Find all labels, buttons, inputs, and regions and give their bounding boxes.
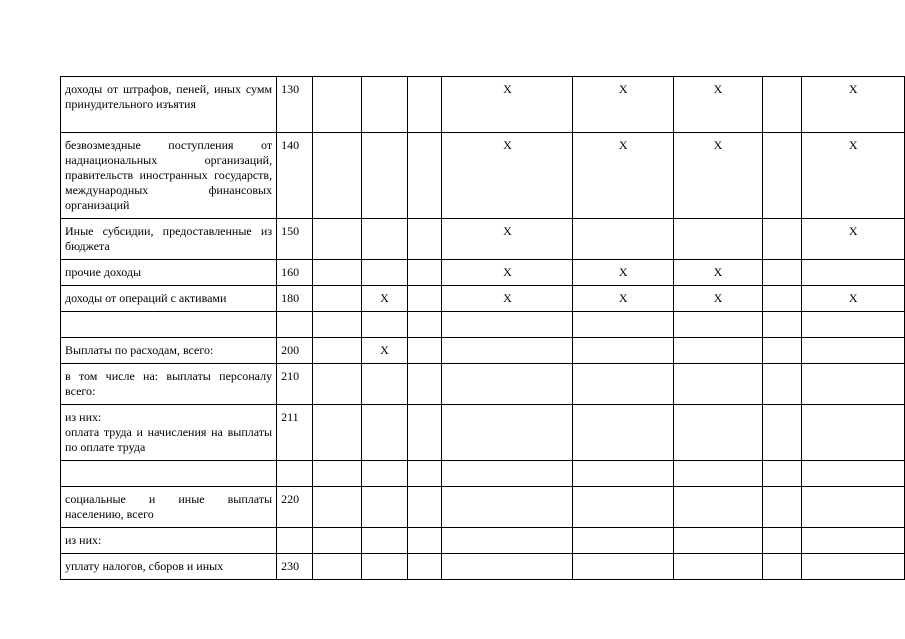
row-name-cell xyxy=(61,461,277,487)
value-cell-col-7 xyxy=(762,260,801,286)
value-cell-col-1 xyxy=(312,405,361,461)
table-row xyxy=(61,364,905,405)
value-cell-col-4: X xyxy=(442,286,573,312)
row-name-cell xyxy=(61,219,277,260)
row-name-cell xyxy=(61,405,277,461)
value-cell-col-3 xyxy=(407,364,442,405)
row-code-cell: 150 xyxy=(277,219,313,260)
value-cell-col-6: X xyxy=(674,77,763,133)
value-cell-col-8: X xyxy=(802,286,905,312)
row-name-cell xyxy=(61,554,277,580)
value-cell-col-7 xyxy=(762,286,801,312)
row-name-line: Выплаты по расходам, всего: xyxy=(65,343,214,357)
value-cell-col-4 xyxy=(442,364,573,405)
row-code-cell xyxy=(277,461,313,487)
row-name-line: оплата труда и начисления на выплаты по оплате труда xyxy=(65,425,273,454)
row-name-line: из них: xyxy=(65,533,102,547)
value-cell-col-8 xyxy=(802,528,905,554)
row-name-line: в том числе на: выплаты персоналу всего: xyxy=(65,369,273,398)
row-code-cell: 140 xyxy=(277,133,313,219)
value-cell-col-3 xyxy=(407,133,442,219)
value-cell-col-3 xyxy=(407,312,442,338)
value-cell-col-7 xyxy=(762,528,801,554)
table-row xyxy=(61,405,905,461)
value-cell-col-4 xyxy=(442,528,573,554)
value-cell-col-6 xyxy=(674,219,763,260)
table-row xyxy=(61,554,905,580)
value-cell-col-4: X xyxy=(442,77,573,133)
value-cell-col-2 xyxy=(362,312,408,338)
value-cell-col-7 xyxy=(762,77,801,133)
table-row xyxy=(61,461,905,487)
value-cell-col-7 xyxy=(762,461,801,487)
value-cell-col-1 xyxy=(312,312,361,338)
value-cell-col-7 xyxy=(762,487,801,528)
row-name-line: доходы от штрафов, пеней, иных сумм принудительного изъятия xyxy=(65,82,273,111)
row-name-cell xyxy=(61,487,277,528)
value-cell-col-3 xyxy=(407,219,442,260)
value-cell-col-2 xyxy=(362,461,408,487)
value-cell-col-4 xyxy=(442,554,573,580)
value-cell-col-8 xyxy=(802,312,905,338)
row-code-cell xyxy=(277,528,313,554)
table-body xyxy=(61,77,905,580)
value-cell-col-1 xyxy=(312,133,361,219)
value-cell-col-6: X xyxy=(674,260,763,286)
value-cell-col-3 xyxy=(407,338,442,364)
value-cell-col-5 xyxy=(573,487,674,528)
value-cell-col-2 xyxy=(362,554,408,580)
value-cell-col-8 xyxy=(802,364,905,405)
value-cell-col-2 xyxy=(362,364,408,405)
value-cell-col-7 xyxy=(762,133,801,219)
value-cell-col-5: X xyxy=(573,133,674,219)
value-cell-col-2 xyxy=(362,77,408,133)
table-row xyxy=(61,133,905,219)
row-code-cell xyxy=(277,312,313,338)
value-cell-col-7 xyxy=(762,219,801,260)
row-name-line: безвозмездные поступления от наднациональных организаций, правительств иностранных государств, международных финансовых организаций xyxy=(65,138,273,212)
value-cell-col-5 xyxy=(573,364,674,405)
row-code-cell: 211 xyxy=(277,405,313,461)
value-cell-col-3 xyxy=(407,260,442,286)
value-cell-col-8 xyxy=(802,487,905,528)
table-row xyxy=(61,528,905,554)
value-cell-col-6 xyxy=(674,528,763,554)
row-name-line: Иные субсидии, предоставленные из бюджета xyxy=(65,224,273,253)
value-cell-col-6 xyxy=(674,487,763,528)
row-code-cell: 210 xyxy=(277,364,313,405)
row-code-cell: 230 xyxy=(277,554,313,580)
row-name-line: доходы от операций с активами xyxy=(65,291,227,305)
value-cell-col-8 xyxy=(802,405,905,461)
table-row xyxy=(61,260,905,286)
value-cell-col-3 xyxy=(407,286,442,312)
value-cell-col-4 xyxy=(442,487,573,528)
value-cell-col-1 xyxy=(312,286,361,312)
value-cell-col-3 xyxy=(407,77,442,133)
value-cell-col-6 xyxy=(674,312,763,338)
value-cell-col-2 xyxy=(362,528,408,554)
row-code-cell: 220 xyxy=(277,487,313,528)
value-cell-col-1 xyxy=(312,219,361,260)
value-cell-col-3 xyxy=(407,487,442,528)
value-cell-col-4 xyxy=(442,312,573,338)
value-cell-col-1 xyxy=(312,554,361,580)
value-cell-col-1 xyxy=(312,260,361,286)
value-cell-col-5: X xyxy=(573,77,674,133)
row-code-cell: 160 xyxy=(277,260,313,286)
value-cell-col-8: X xyxy=(802,219,905,260)
value-cell-col-1 xyxy=(312,461,361,487)
row-code-cell: 200 xyxy=(277,338,313,364)
table-row xyxy=(61,487,905,528)
row-code-cell: 180 xyxy=(277,286,313,312)
row-name-cell xyxy=(61,286,277,312)
value-cell-col-6 xyxy=(674,364,763,405)
table-row xyxy=(61,219,905,260)
value-cell-col-6 xyxy=(674,461,763,487)
value-cell-col-1 xyxy=(312,364,361,405)
value-cell-col-7 xyxy=(762,405,801,461)
row-name-cell xyxy=(61,312,277,338)
value-cell-col-2 xyxy=(362,405,408,461)
row-name-line: социальные и иные выплаты населению, всего xyxy=(65,492,273,521)
value-cell-col-5 xyxy=(573,528,674,554)
table-row xyxy=(61,338,905,364)
value-cell-col-6 xyxy=(674,338,763,364)
table-row xyxy=(61,77,905,133)
row-name-cell xyxy=(61,77,277,133)
value-cell-col-5 xyxy=(573,461,674,487)
row-name-cell xyxy=(61,260,277,286)
value-cell-col-1 xyxy=(312,77,361,133)
value-cell-col-8 xyxy=(802,338,905,364)
value-cell-col-3 xyxy=(407,528,442,554)
value-cell-col-5 xyxy=(573,312,674,338)
value-cell-col-3 xyxy=(407,405,442,461)
value-cell-col-1 xyxy=(312,528,361,554)
value-cell-col-1 xyxy=(312,338,361,364)
value-cell-col-5 xyxy=(573,219,674,260)
value-cell-col-4: X xyxy=(442,133,573,219)
value-cell-col-7 xyxy=(762,364,801,405)
value-cell-col-4 xyxy=(442,461,573,487)
row-name-line: из них: xyxy=(65,410,102,424)
value-cell-col-7 xyxy=(762,312,801,338)
value-cell-col-2 xyxy=(362,260,408,286)
value-cell-col-8 xyxy=(802,260,905,286)
row-name-line: уплату налогов, сборов и иных xyxy=(65,559,224,573)
row-name-cell xyxy=(61,364,277,405)
value-cell-col-8: X xyxy=(802,133,905,219)
value-cell-col-8 xyxy=(802,554,905,580)
value-cell-col-5 xyxy=(573,405,674,461)
value-cell-col-5 xyxy=(573,554,674,580)
row-name-cell xyxy=(61,528,277,554)
value-cell-col-2: X xyxy=(362,338,408,364)
value-cell-col-2: X xyxy=(362,286,408,312)
value-cell-col-3 xyxy=(407,461,442,487)
value-cell-col-3 xyxy=(407,554,442,580)
value-cell-col-8: X xyxy=(802,77,905,133)
value-cell-col-5 xyxy=(573,338,674,364)
value-cell-col-2 xyxy=(362,219,408,260)
value-cell-col-4: X xyxy=(442,219,573,260)
value-cell-col-8 xyxy=(802,461,905,487)
budget-table xyxy=(60,76,905,580)
value-cell-col-6: X xyxy=(674,286,763,312)
value-cell-col-6 xyxy=(674,405,763,461)
value-cell-col-4 xyxy=(442,338,573,364)
value-cell-col-2 xyxy=(362,133,408,219)
value-cell-col-1 xyxy=(312,487,361,528)
value-cell-col-6: X xyxy=(674,133,763,219)
table-row xyxy=(61,312,905,338)
value-cell-col-6 xyxy=(674,554,763,580)
value-cell-col-4: X xyxy=(442,260,573,286)
value-cell-col-5: X xyxy=(573,260,674,286)
value-cell-col-5: X xyxy=(573,286,674,312)
row-name-line: прочие доходы xyxy=(65,265,142,279)
row-name-cell xyxy=(61,133,277,219)
value-cell-col-4 xyxy=(442,405,573,461)
value-cell-col-2 xyxy=(362,487,408,528)
value-cell-col-7 xyxy=(762,338,801,364)
table-row xyxy=(61,286,905,312)
row-name-cell xyxy=(61,338,277,364)
value-cell-col-7 xyxy=(762,554,801,580)
row-code-cell: 130 xyxy=(277,77,313,133)
